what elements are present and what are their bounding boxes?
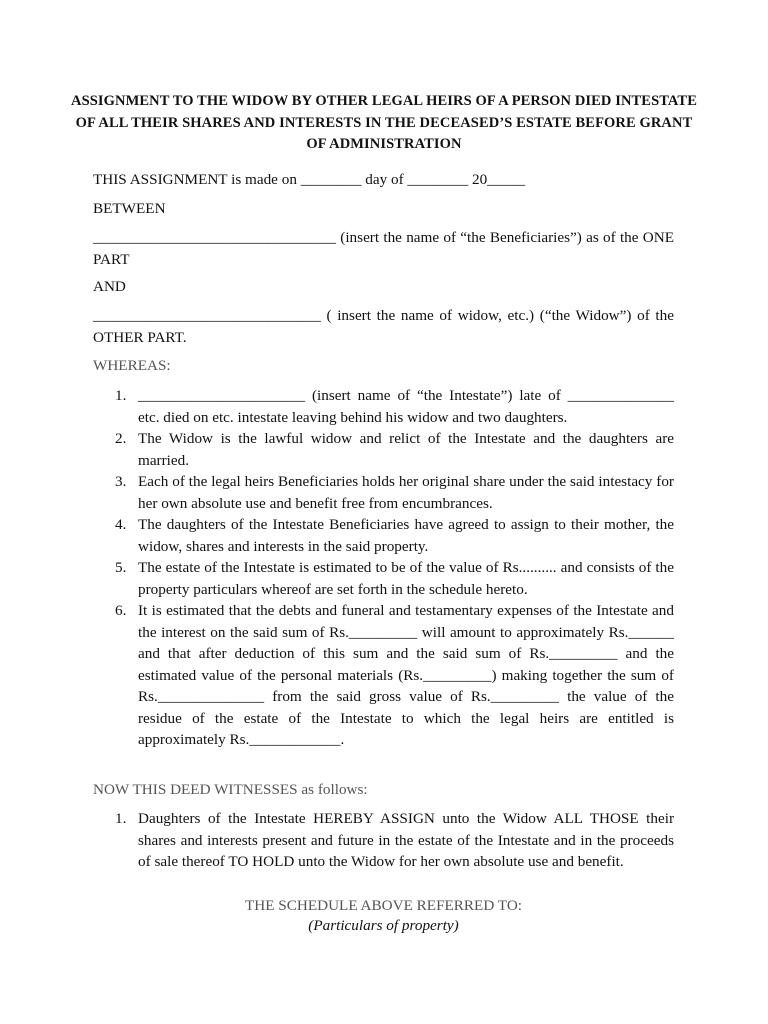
party-two-clause: ______________________________ ( insert the name of widow, etc.) (“the Widow”) of the OTHER PART. [93,307,674,346]
list-item-text: The estate of the Intestate is estimated to be of the value of Rs.......... and consists of the property particulars whereof are set forth in the schedule hereto. [138,559,674,598]
list-item-text: It is estimated that the debts and funeral and testamentary expenses of the Intestate and the interest on the said sum of Rs._________ will amount to approximately Rs.______ and that after deduction of this sum and the said sum of Rs._________ and the estimated value of the personal materials (Rs._________) making together the sum of Rs.______________ from the said gross value of Rs._________ the value of the residue of the estate of the Intestate to which the legal heirs are entitled is approximately Rs.____________. [138,602,674,748]
list-item [93,600,674,751]
list-item [93,428,674,471]
schedule-heading: THE SCHEDULE ABOVE REFERRED TO: [244,897,523,914]
list-item [93,471,674,514]
list-item-text: ______________________ (insert name of “the Intestate”) late of ______________ etc. died on etc. intestate leaving behind his widow and two daughters. [138,387,674,426]
operative-list [93,808,674,873]
list-item-text: The daughters of the Intestate Beneficiaries have agreed to assign to their mother, the widow, shares and interests in the said property. [138,516,674,555]
list-item-text: The Widow is the lawful widow and relict of the Intestate and the daughters are married. [138,430,674,469]
list-number: 2. [115,430,127,447]
list-number: 5. [115,559,127,576]
recitals-list [93,385,674,751]
between-label: BETWEEN [93,200,166,217]
list-item [93,514,674,557]
list-number: 3. [115,473,127,490]
and-label: AND [93,278,126,295]
list-number: 4. [115,516,127,533]
list-number: 1. [115,810,127,827]
list-item [93,808,674,873]
schedule-subheading: (Particulars of property) [308,917,459,934]
list-number: 1. [115,387,127,404]
witnesses-heading: NOW THIS DEED WITNESSES as follows: [93,781,368,798]
list-item [93,557,674,600]
list-number: 6. [115,602,127,619]
list-item-text: Daughters of the Intestate HEREBY ASSIGN unto the Widow ALL THOSE their shares and interests present and future in the estate of the Intestate and in the proceeds of sale thereof TO HOLD unto the Widow for her own absolute use and benefit. [138,810,674,870]
whereas-heading: WHEREAS: [93,357,171,374]
document-title: ASSIGNMENT TO THE WIDOW BY OTHER LEGAL HEIRS OF A PERSON DIED INTESTATE OF ALL THEIR SHARES AND INTERESTS IN THE DECEASED’S ESTATE BEFORE GRANT OF ADMINISTRATION [71,93,697,152]
party-one-clause: ________________________________ (insert the name of “the Beneficiaries”) as of the ONE PART [93,229,674,268]
assignment-date-line: THIS ASSIGNMENT is made on ________ day of ________ 20_____ [93,171,526,188]
list-item-text: Each of the legal heirs Beneficiaries holds her original share under the said intestacy for her own absolute use and benefit free from encumbrances. [138,473,674,512]
list-item [93,385,674,428]
